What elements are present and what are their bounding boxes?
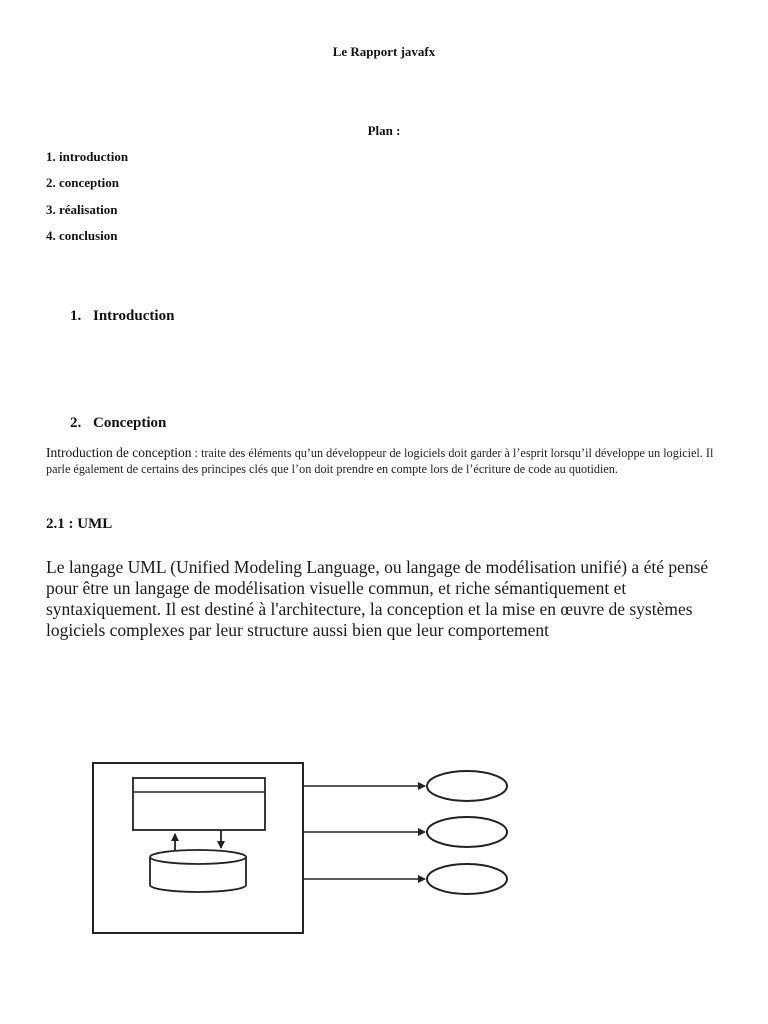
plan-list [46,149,128,254]
section-heading-conception [70,415,166,432]
plan-item: 1. introduction [46,149,129,164]
use-case-ellipse [427,864,507,894]
subsection-heading-uml: 2.1 : UML [46,516,113,532]
database-cylinder [150,850,246,892]
plan-item: 4. conclusion [46,227,118,243]
section-heading-introduction [70,308,174,325]
plan-title: Plan : [367,123,401,138]
uml-diagram [88,758,518,938]
conception-paragraph [46,445,736,478]
section-title: Conception [93,415,167,431]
use-case-ellipse [427,771,507,801]
document-title: Le Rapport javafx [332,44,436,59]
section-number: 1. [70,308,82,324]
use-case-ellipse [427,817,507,847]
section-number: 2. [70,415,82,431]
paragraph-body: : traite des éléments qu’un développeur de logiciels doit garder à l’esprit lorsqu’il développe un logiciel. Il parle également de certains des principes clés que l’on doit prendre en compte lors de l’écriture de code au quotidien. [46,446,714,477]
plan-item: 2. conception [46,175,119,191]
class-box [133,778,265,830]
section-title: Introduction [93,308,175,324]
plan-item: 3. réalisation [46,201,118,217]
paragraph-lead: Introduction de conception [46,445,192,460]
uml-paragraph: Le langage UML (Unified Modeling Language, ou langage de modélisation unifié) a été pensé pour être un langage de modélisation visuelle commun, et riche sémantiquement et syntaxiquement. Il est destiné à l'architecture, la conception et la mise en œuvre de systèmes logiciels complexes par leur structure aussi bien que leur comportement [46,557,709,640]
system-frame [93,763,303,933]
